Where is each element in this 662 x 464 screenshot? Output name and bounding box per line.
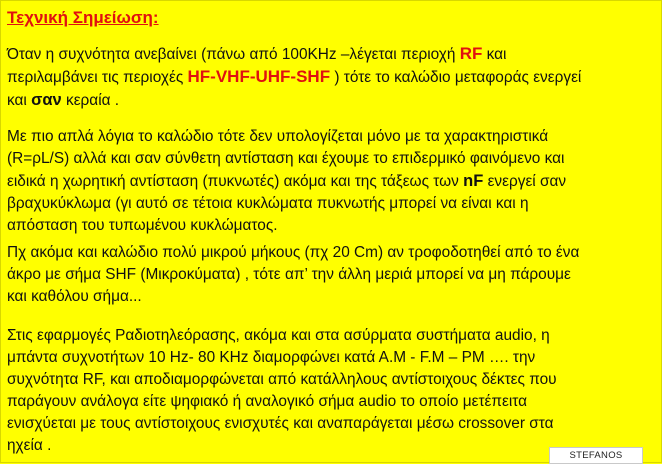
paragraph-line: παράγουν ανάλογα είτε ψηφιακό ή αναλογικό σήμα audio το οποίο μετέπειτα xyxy=(7,393,528,410)
bands-highlight: HF-VHF-UHF-SHF xyxy=(187,67,331,86)
paragraph-line: (R=ρL/S) αλλά και σαν σύνθετη αντίσταση και έχουμε το επιδερμικό φαινόμενο και xyxy=(7,150,565,167)
text-segment: και xyxy=(482,46,507,63)
paragraph-line: Στις εφαρμογές Ραδιοτηλεόρασης, ακόμα και στα ασύρματα συστήματα audio, η xyxy=(7,327,550,344)
paragraph-line: μπάντα συχνοτήτων 10 Hz- 80 KHz διαμορφώνει κατά Α.Μ - F.M – PM …. την xyxy=(7,349,536,366)
text-segment: ) τότε το καλώδιο μεταφοράς ενεργεί xyxy=(330,69,582,86)
paragraph-shf-example xyxy=(7,242,657,308)
author-signature: STEFANOS xyxy=(549,447,643,464)
nf-emphasis: nF xyxy=(463,172,484,190)
text-segment: ενεργεί σαν xyxy=(483,173,567,190)
paragraph-line: συχνότητα RF, και αποδιαμορφώνεται από κατάλληλους αντίστοιχους δέκτες που xyxy=(7,371,557,388)
text-segment: κεραία . xyxy=(61,92,120,109)
paragraph-line: και καθόλου σήμα... xyxy=(7,288,142,305)
rf-highlight: RF xyxy=(459,44,483,63)
paragraph-applications xyxy=(7,325,657,457)
paragraph-line xyxy=(7,170,657,193)
text-segment: και xyxy=(7,92,32,109)
paragraph-line xyxy=(7,43,657,66)
text-segment: ειδικά η χωρητική αντίσταση (πυκνωτές) ακόμα και της τάξεως των xyxy=(7,173,464,190)
note-title: Τεχνική Σημείωση: xyxy=(7,8,159,27)
paragraph-line xyxy=(7,66,657,89)
paragraph-line: βραχυκύκλωμα (γι αυτό σε τέτοια κυκλώματα πυκνωτής μπορεί να είναι και η xyxy=(7,195,529,212)
paragraph-line: ηχεία . xyxy=(7,437,52,454)
paragraph-line: άκρο με σήμα SHF (Μικροκύματα) , τότε απ’ την άλλη μεριά μπορεί να μη πάρουμε xyxy=(7,266,571,283)
paragraph-rf-intro xyxy=(7,43,657,112)
text-segment: Όταν η συχνότητα ανεβαίνει (πάνω από 100KHz –λέγεται περιοχή xyxy=(7,46,460,63)
paragraph-line xyxy=(7,89,657,112)
text-segment: περιλαμβάνει τις περιοχές xyxy=(7,69,188,86)
paragraph-line: ενισχύεται με τους αντίστοιχους ενισχυτές και αναπαράγεται μέσω crossover στα xyxy=(7,415,554,432)
paragraph-line: Πχ ακόμα και καλώδιο πολύ μικρού μήκους (πχ 20 Cm) αν τροφοδοτηθεί από το ένα xyxy=(7,244,580,261)
paragraph-line: απόσταση του τυπωμένου κυκλώματος. xyxy=(7,217,278,234)
paragraph-line: Με πιο απλά λόγια το καλώδιο τότε δεν υπολογίζεται μόνο με τα χαρακτηριστικά xyxy=(7,128,549,145)
paragraph-impedance xyxy=(7,126,657,237)
san-emphasis: σαν xyxy=(31,91,62,109)
